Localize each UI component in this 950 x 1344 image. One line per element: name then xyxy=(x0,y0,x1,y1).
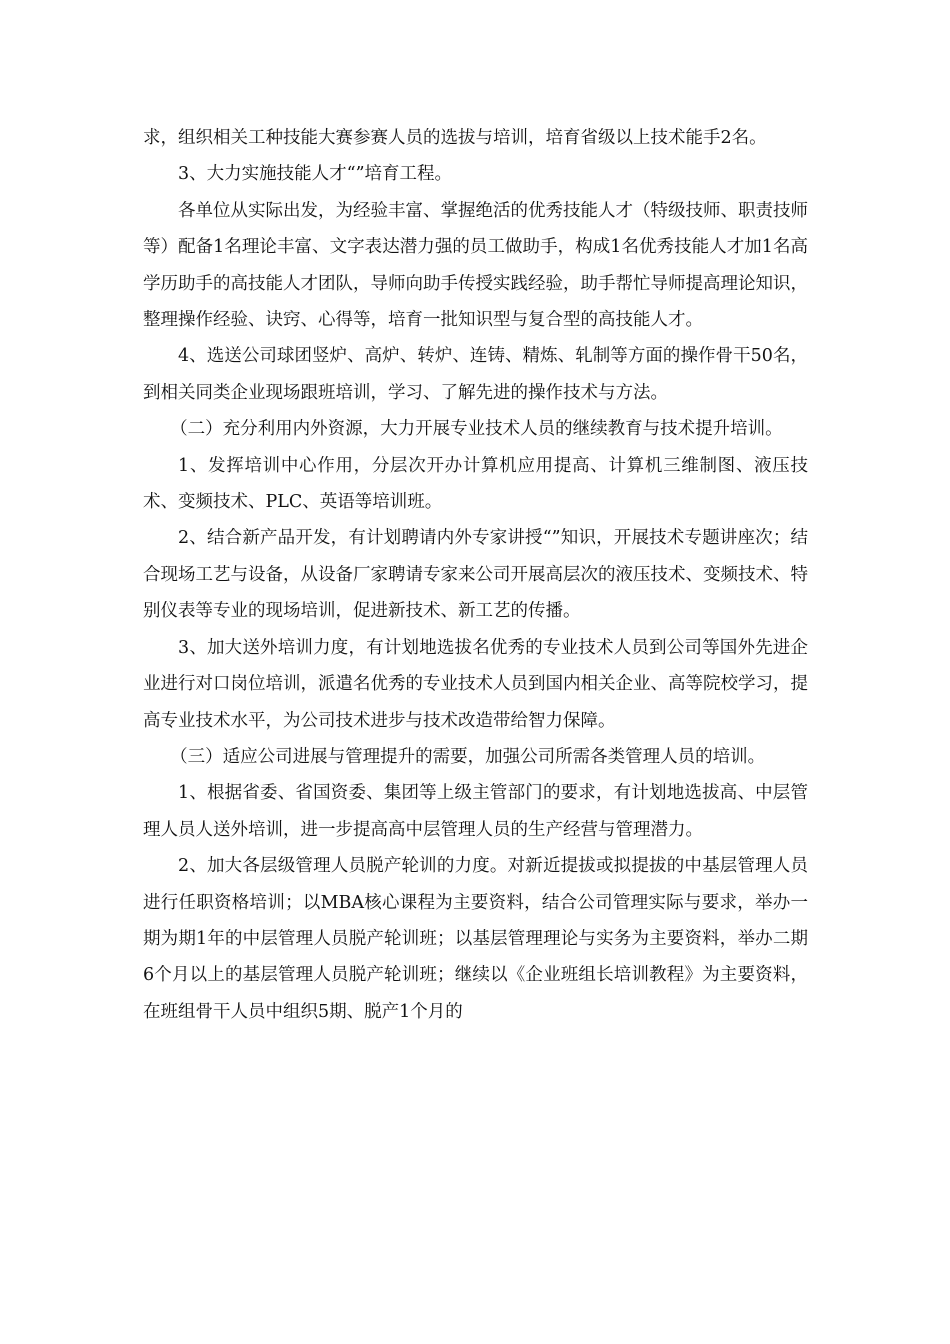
paragraph-section2-item-3: 3、加大送外培训力度，有计划地选拔名优秀的专业技术人员到公司等国外先进企业进行对口岗位培训，派遣名优秀的专业技术人员到国内相关企业、高等院校学习，提高专业技术水平，为公司技术进步与技术改造带给智力保障。 xyxy=(143,637,808,731)
paragraph-item-3-heading: 3、大力实施技能人才“”培育工程。 xyxy=(178,164,453,185)
section-heading-2: （二）充分利用内外资源，大力开展专业技术人员的继续教育与技术提升培训。 xyxy=(170,419,783,440)
paragraph-section3-item-1: 1、根据省委、省国资委、集团等上级主管部门的要求，有计划地选拔高、中层管理人员人送外培训，进一步提高高中层管理人员的生产经营与管理潜力。 xyxy=(143,783,808,840)
paragraph-continuation: 求，组织相关工种技能大赛参赛人员的选拔与培训，培育省级以上技术能手2名。 xyxy=(143,128,767,148)
paragraph-section3-item-2: 2、加大各层级管理人员脱产轮训的力度。对新近提拔或拟提拔的中基层管理人员进行任职资格培训；以MBA核心课程为主要资料，结合公司管理实际与要求，举办一期为期1年的中层管理人员脱产轮训班；以基层管理理论与实务为主要资料，举办二期6个月以上的基层管理人员脱产轮训班；继续以《企业班组长培训教程》为主要资料，在班组骨干人员中组织5期、脱产1个月的 xyxy=(143,856,808,1022)
paragraph-item-4: 4、选送公司球团竖炉、高炉、转炉、连铸、精炼、轧制等方面的操作骨干50名，到相关同类企业现场跟班培训，学习、了解先进的操作技术与方法。 xyxy=(143,346,808,403)
paragraph-section2-item-1: 1、发挥培训中心作用，分层次开办计算机应用提高、计算机三维制图、液压技术、变频技术、PLC、英语等培训班。 xyxy=(143,455,808,513)
paragraph-section2-item-2: 2、结合新产品开发，有计划聘请内外专家讲授“”知识，开展技术专题讲座次；结合现场工艺与设备，从设备厂家聘请专家来公司开展高层次的液压技术、变频技术、特别仪表等专业的现场培训，促进新技术、新工艺的传播。 xyxy=(143,528,808,622)
paragraph-mentor-team: 各单位从实际出发，为经验丰富、掌握绝活的优秀技能人才（特级技师、职责技师等）配备1名理论丰富、文字表达潜力强的员工做助手，构成1名优秀技能人才加1名高学历助手的高技能人才团队，导师向助手传授实践经验，助手帮忙导师提高理论知识，整理操作经验、诀窍、心得等，培育一批知识型与复合型的高技能人才。 xyxy=(143,200,808,331)
document-body xyxy=(143,120,808,1030)
section-heading-3: （三）适应公司进展与管理提升的需要，加强公司所需各类管理人员的培训。 xyxy=(170,746,766,767)
